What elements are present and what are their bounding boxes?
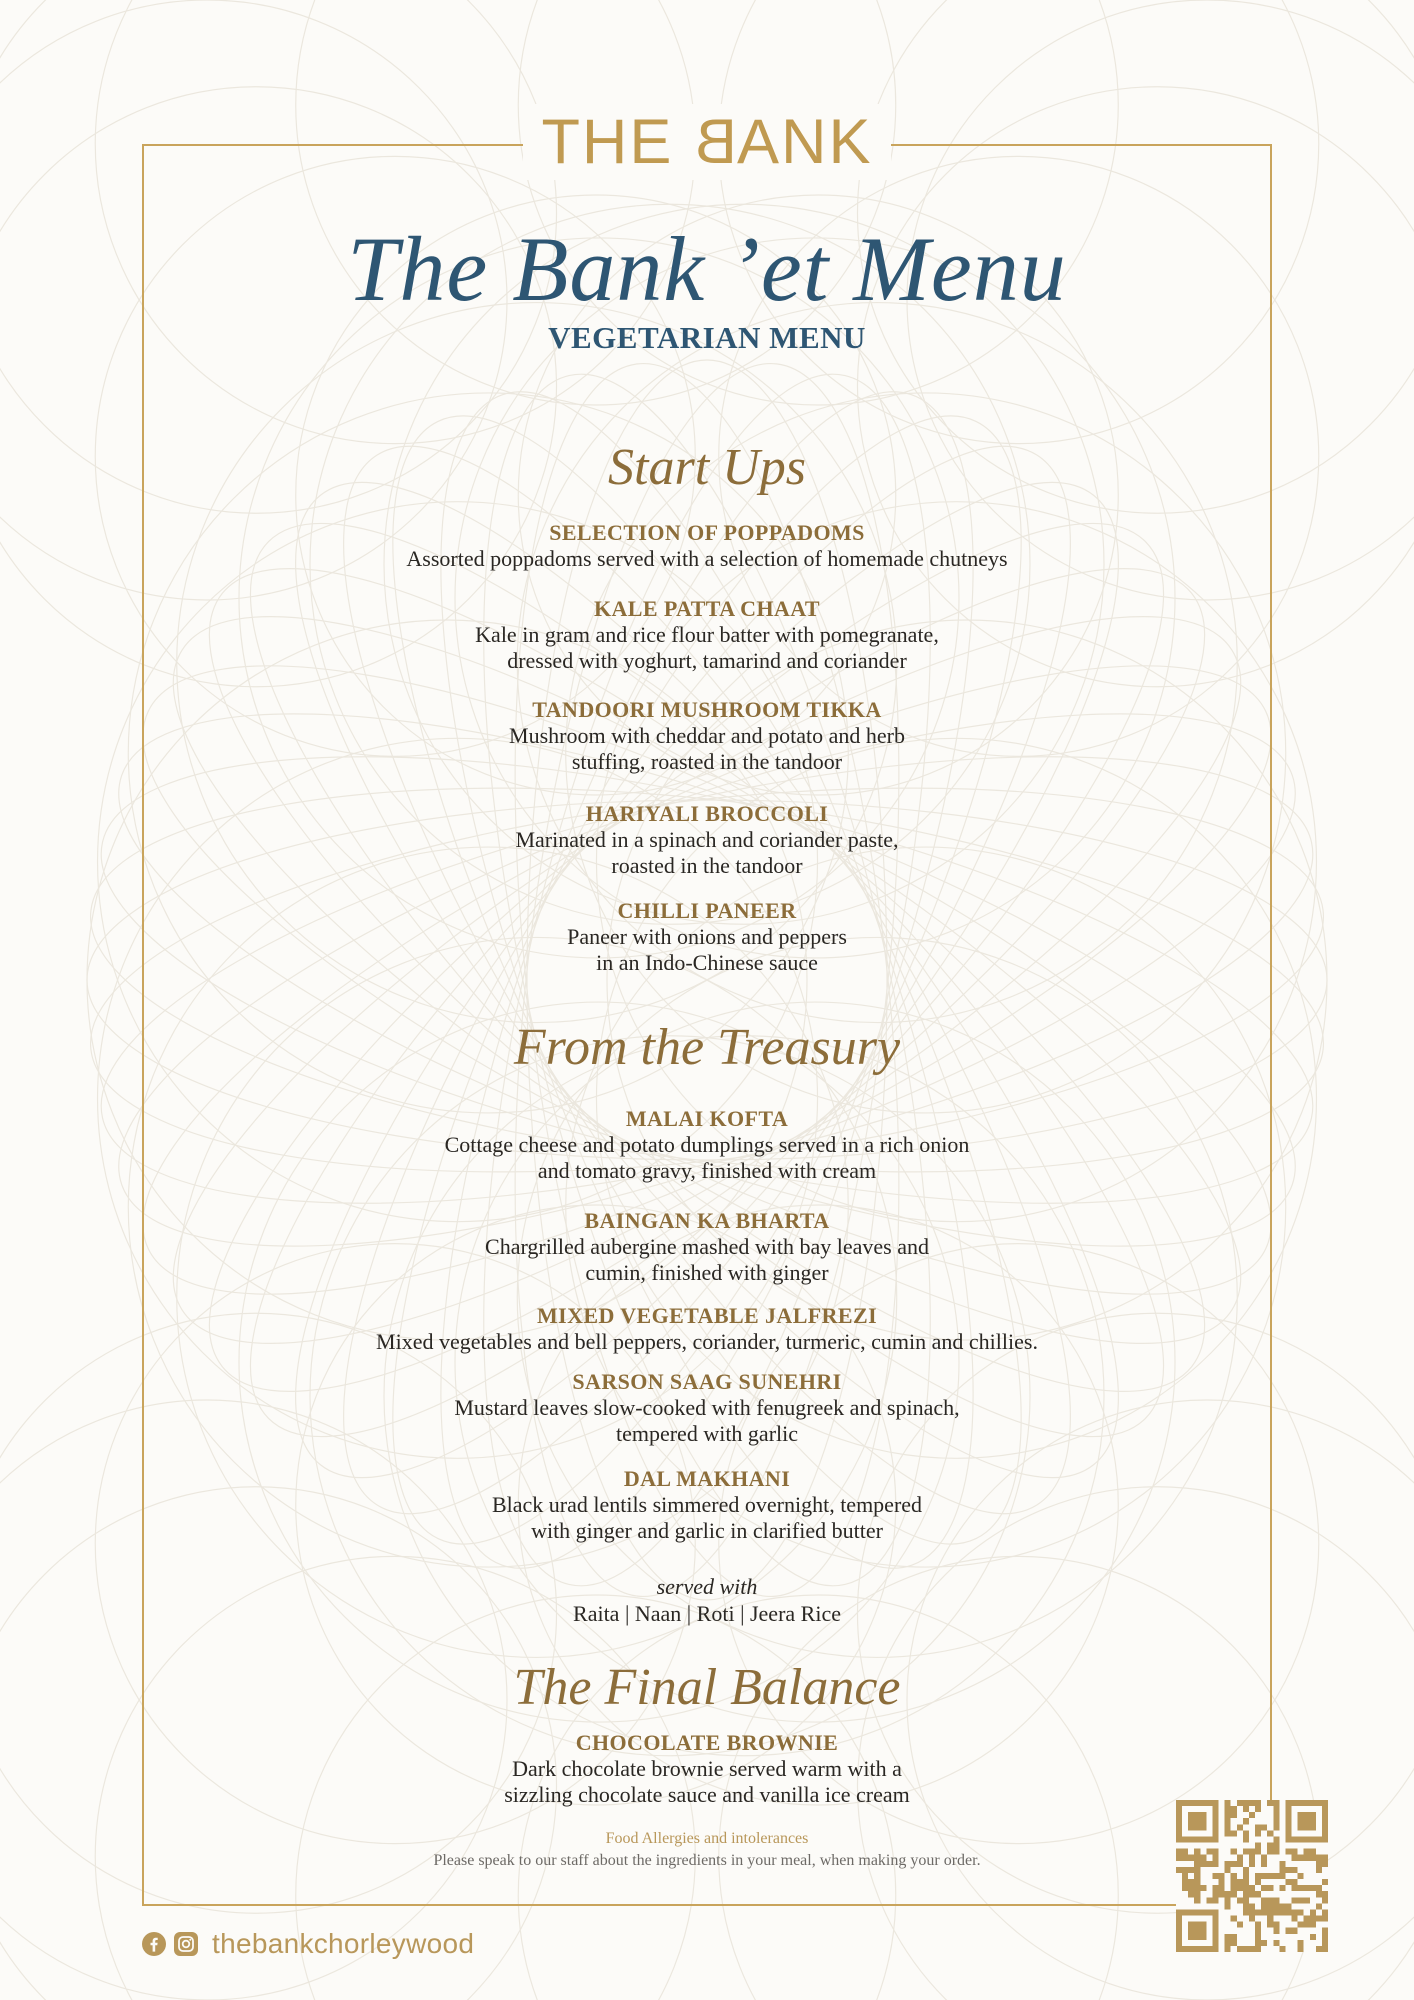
dish-item <box>142 596 1272 674</box>
dish-description: Dark chocolate brownie served warm with a sizzling chocolate sauce and vanilla ice cream <box>504 1756 910 1807</box>
dish-description: Cottage cheese and potato dumplings served in a rich onion and tomato gravy, finished with cream <box>444 1132 970 1183</box>
dish-name: SARSON SAAG SUNEHRI <box>572 1369 842 1394</box>
dish-item <box>142 1208 1272 1286</box>
qr-code[interactable] <box>1176 1800 1328 1952</box>
dish-description: Chargrilled aubergine mashed with bay leaves and cumin, finished with ginger <box>485 1234 929 1285</box>
dish-name: SELECTION OF POPPADOMS <box>549 520 865 545</box>
menu-title: The Bank ’et Menu <box>347 218 1067 320</box>
dish-description: Mixed vegetables and bell peppers, coriander, turmeric, cumin and chillies. <box>376 1329 1038 1354</box>
logo <box>0 104 1414 180</box>
dish-name: KALE PATTA CHAAT <box>593 596 820 621</box>
dish-name: TANDOORI MUSHROOM TIKKA <box>532 697 882 722</box>
logo-part-the: THE <box>541 107 693 177</box>
instagram-icon[interactable] <box>174 1932 198 1956</box>
logo-part-b: B <box>692 107 737 177</box>
dish-description: Mushroom with cheddar and potato and herb stuffing, roasted in the tandoor <box>509 723 905 774</box>
dish-name: MALAI KOFTA <box>625 1106 789 1131</box>
section-heading-from-the-treasury: From the Treasury <box>513 1019 901 1076</box>
dish-name: BAINGAN KA BHARTA <box>584 1208 830 1233</box>
dish-item <box>142 801 1272 879</box>
dish-item <box>142 1369 1272 1447</box>
dish-description: Mustard leaves slow-cooked with fenugreek and spinach, tempered with garlic <box>454 1395 960 1446</box>
social-links <box>142 1924 474 1964</box>
allergy-text: Please speak to our staff about the ingredients in your meal, when making your order. <box>433 1852 981 1869</box>
dish-item <box>142 1303 1272 1355</box>
dish-item <box>142 1466 1272 1544</box>
section-heading-the-final-balance: The Final Balance <box>513 1659 901 1716</box>
served-with-label: served with <box>656 1574 758 1599</box>
menu-subtitle: VEGETARIAN MENU <box>548 320 866 355</box>
dish-description: Marinated in a spinach and coriander paste, roasted in the tandoor <box>515 827 899 878</box>
facebook-icon[interactable] <box>142 1932 166 1956</box>
dish-item <box>142 697 1272 775</box>
dish-name: HARIYALI BROCCOLI <box>585 801 829 826</box>
dish-item <box>142 898 1272 976</box>
dish-item <box>142 1106 1272 1184</box>
dish-name: CHOCOLATE BROWNIE <box>575 1730 839 1755</box>
allergy-title: Food Allergies and intolerances <box>605 1830 809 1847</box>
dish-description: Kale in gram and rice flour batter with pomegranate, dressed with yoghurt, tamarind and coriander <box>475 622 939 673</box>
dish-item <box>142 520 1272 572</box>
dish-description: Assorted poppadoms served with a selection of homemade chutneys <box>406 546 1008 571</box>
dish-description: Black urad lentils simmered overnight, tempered with ginger and garlic in clarified butter <box>491 1492 923 1543</box>
served-with <box>142 1574 1272 1628</box>
dish-item <box>142 1730 1272 1808</box>
dish-name: MIXED VEGETABLE JALFREZI <box>536 1303 878 1328</box>
served-with-items: Raita | Naan | Roti | Jeera Rice <box>573 1601 841 1626</box>
logo-text <box>523 104 890 180</box>
social-handle[interactable]: thebankchorleywood <box>212 1928 475 1959</box>
section-heading-start-ups: Start Ups <box>608 439 806 496</box>
dish-name: DAL MAKHANI <box>623 1466 791 1491</box>
logo-part-ank: ANK <box>737 107 873 177</box>
allergy-notice <box>142 1828 1272 1872</box>
dish-name: CHILLI PANEER <box>617 898 797 923</box>
dish-description: Paneer with onions and peppers in an Indo-Chinese sauce <box>567 924 847 975</box>
